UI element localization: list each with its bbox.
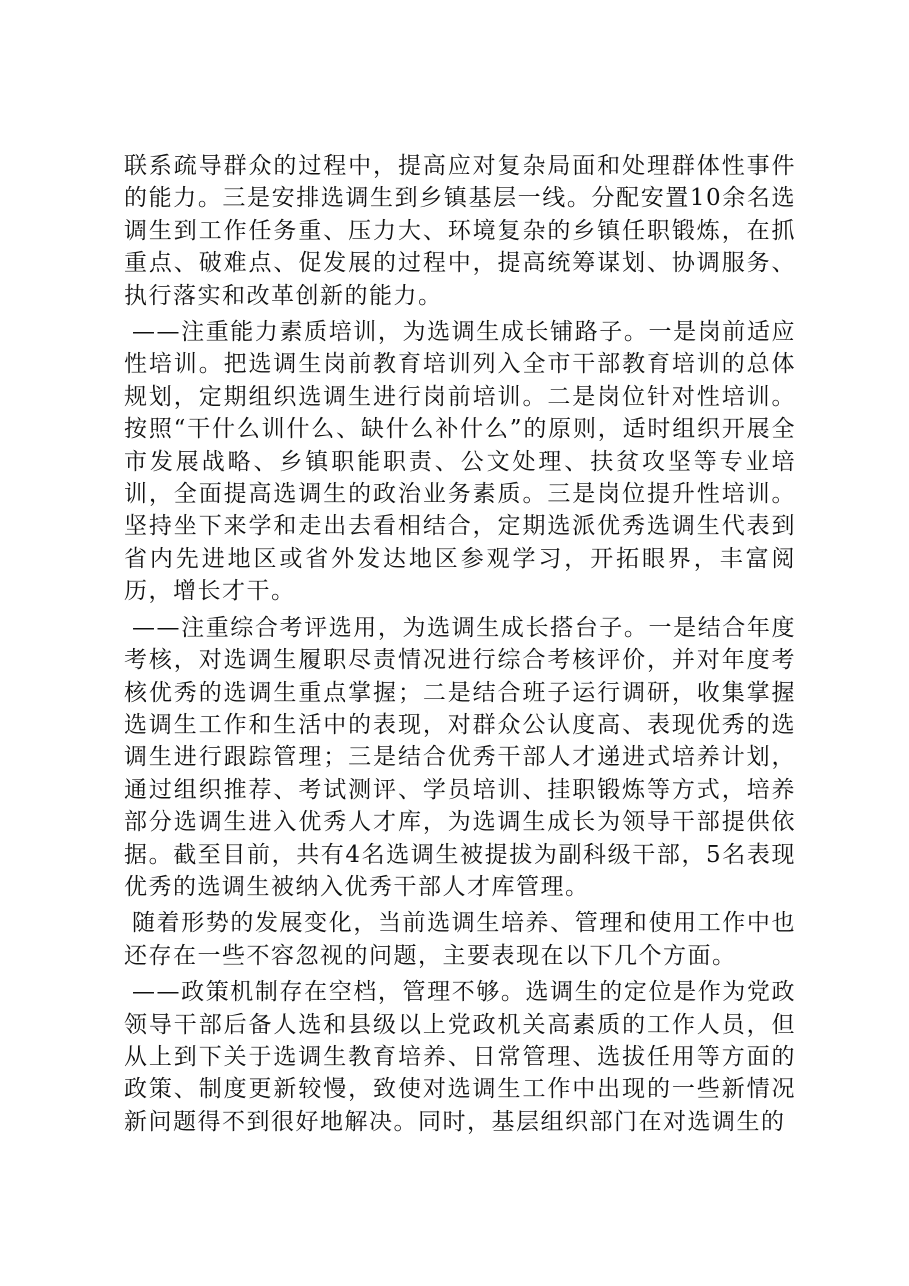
paragraph-5: ——政策机制存在空档，管理不够。选调生的定位是作为党政领导干部后备人选和县级以上党政机关高素质的工作人员，但从上到下关于选调生教育培养、日常管理、选拔任用等方面的政策、制度更新较慢，致使对选调生工作中出现的一些新情况新问题得不到很好地解决。同时，基层组织部门在对选调生的 xyxy=(124,979,796,1135)
paragraph-3: ——注重综合考评选用，为选调生成长搭台子。一是结合年度考核，对选调生履职尽责情况进行综合考核评价，并对年度考核优秀的选调生重点掌握；二是结合班子运行调研，收集掌握选调生工作和生活中的表现，对群众公认度高、表现优秀的选调生进行跟踪管理；三是结合优秀干部人才递进式培养计划，通过组织推荐、考试测评、学员培训、挂职锻炼等方式，培养部分选调生进入优秀人才库，为选调生成长为领导干部提供依据。截至目前，共有4名选调生被提拔为副科级干部，5名表现优秀的选调生被纳入优秀干部人才库管理。 xyxy=(124,614,796,900)
paragraph-4: 随着形势的发展变化，当前选调生培养、管理和使用工作中也还存在一些不容忽视的问题，主要表现在以下几个方面。 xyxy=(124,910,796,969)
document-body xyxy=(124,150,796,1138)
paragraph-1: 联系疏导群众的过程中，提高应对复杂局面和处理群体性事件的能力。三是安排选调生到乡镇基层一线。分配安置10余名选调生到工作任务重、压力大、环境复杂的乡镇任职锻炼，在抓重点、破难点、促发展的过程中，提高统筹谋划、协调服务、执行落实和改革创新的能力。 xyxy=(124,153,796,309)
paragraph-2: ——注重能力素质培训，为选调生成长铺路子。一是岗前适应性培训。把选调生岗前教育培训列入全市干部教育培训的总体规划，定期组织选调生进行岗前培训。二是岗位针对性培训。按照“干什么训什么、缺什么补什么”的原则，适时组织开展全市发展战略、乡镇职能职责、公文处理、扶贫攻坚等专业培训，全面提高选调生的政治业务素质。三是岗位提升性培训。坚持坐下来学和走出去看相结合，定期选派优秀选调生代表到省内先进地区或省外发达地区参观学习，开拓眼界，丰富阅历，增长才干。 xyxy=(124,319,796,605)
